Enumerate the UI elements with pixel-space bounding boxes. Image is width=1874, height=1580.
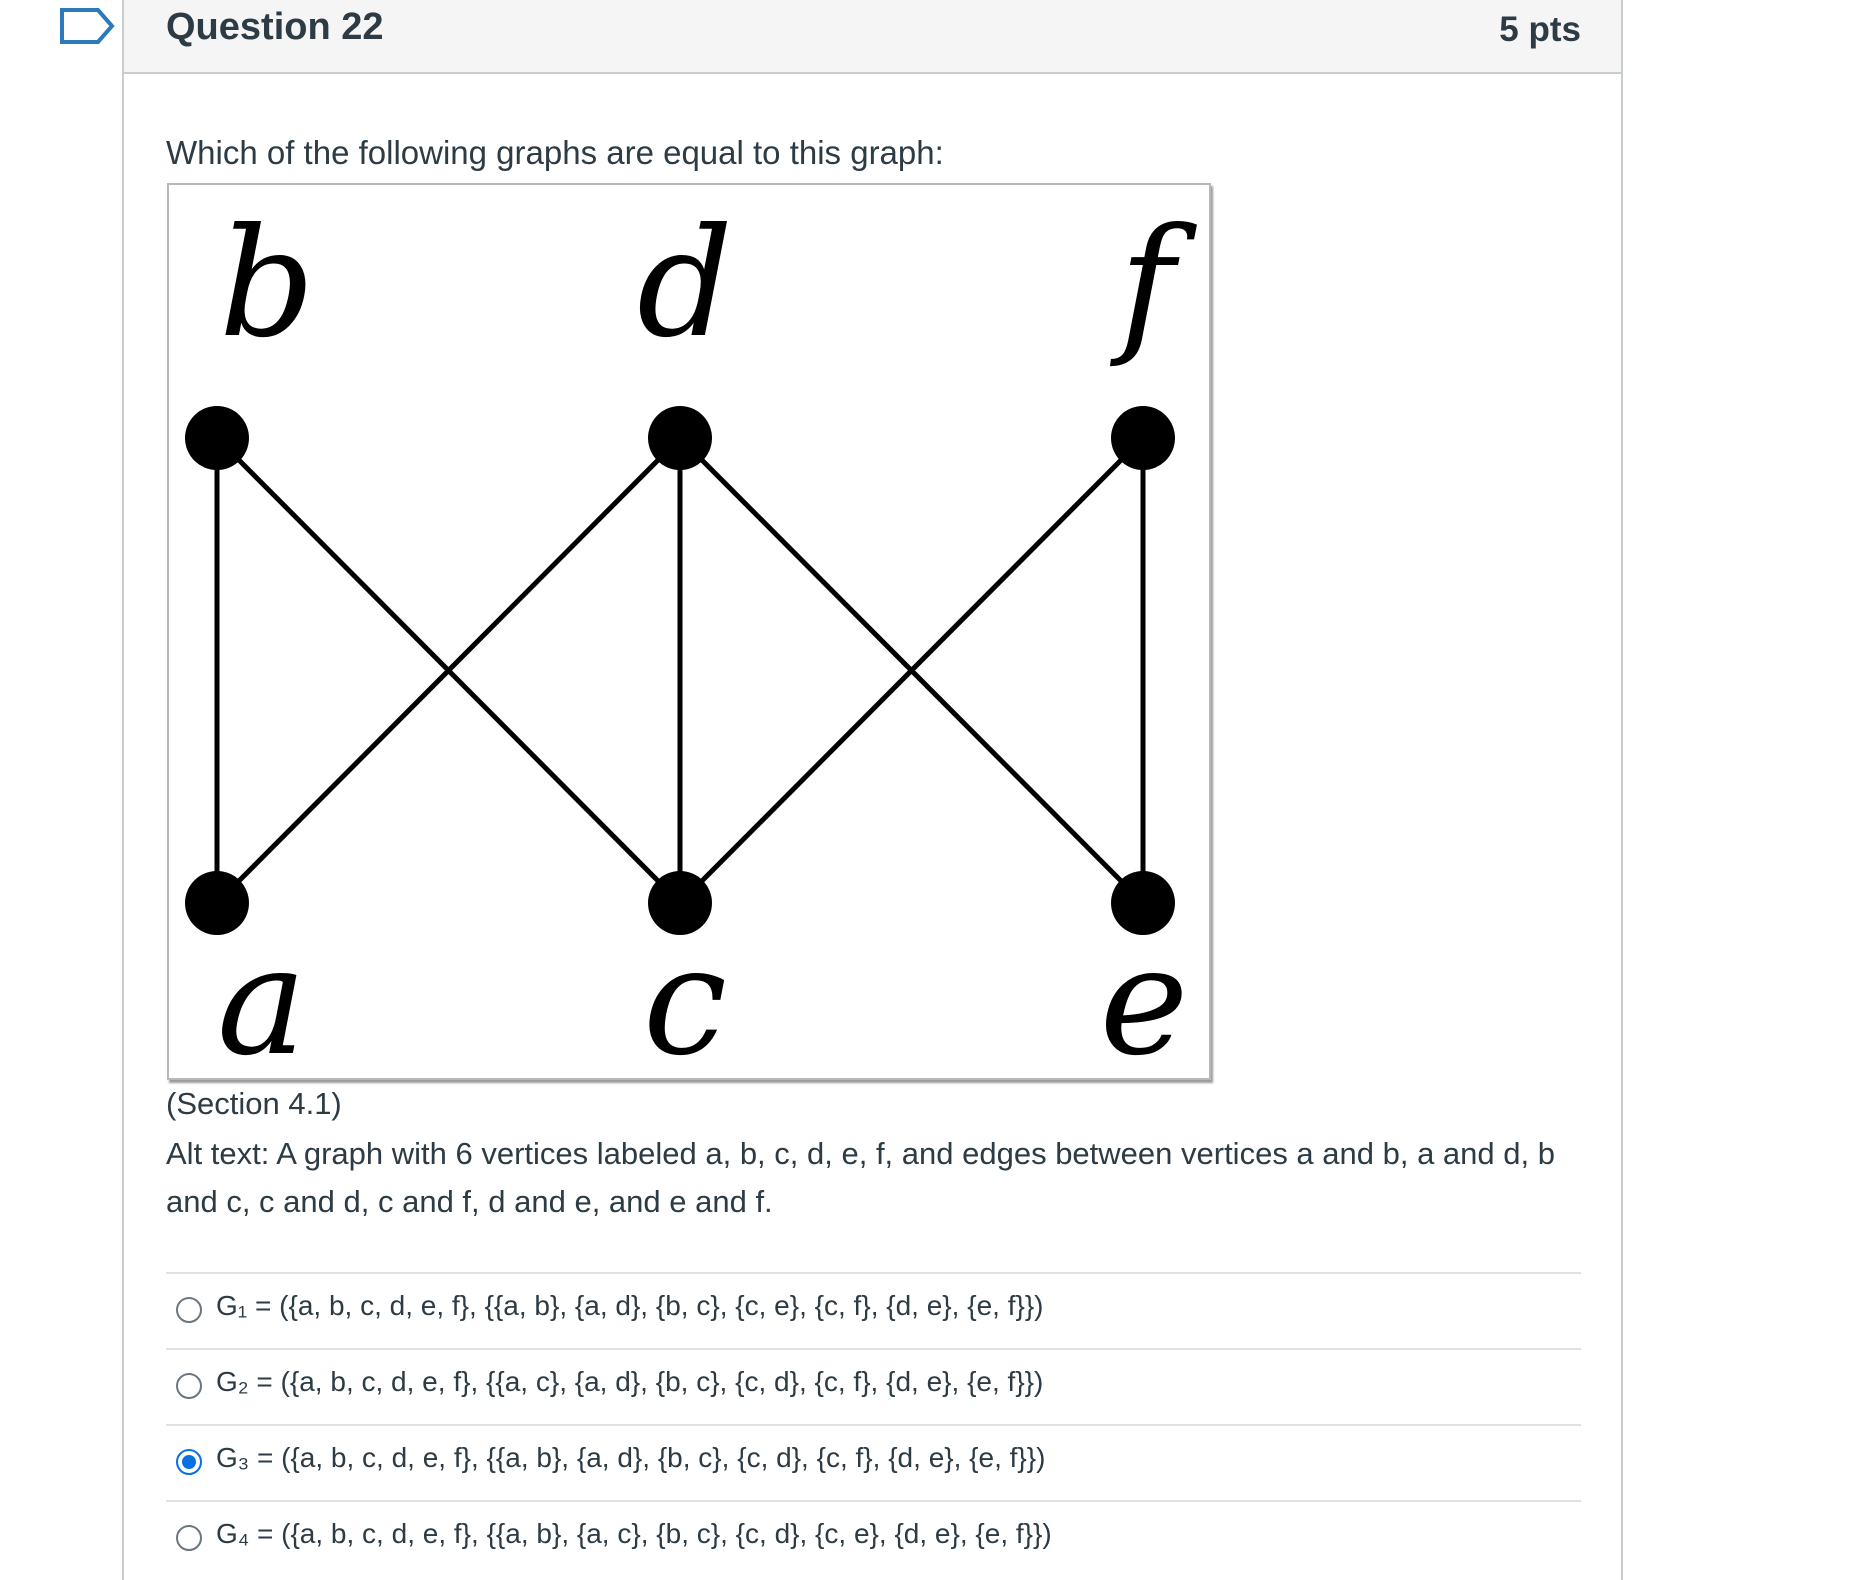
answer-label[interactable]: G₄ = ({a, b, c, d, e, f}, {{a, b}, {a, c}, {b, c}, {c, d}, {c, e}, {d, e}, {e, f}}) [216, 1518, 1052, 1549]
graph-label-f: f [1119, 197, 1175, 371]
radio-button[interactable] [176, 1525, 202, 1551]
graph-label-b: b [219, 197, 316, 371]
answer-label[interactable]: G₃ = ({a, b, c, d, e, f}, {{a, b}, {a, d}, {b, c}, {c, d}, {c, f}, {d, e}, {e, f}}) [216, 1442, 1046, 1473]
question-prompt: Which of the following graphs are equal to this graph: [166, 134, 944, 171]
graph-label-a: a [217, 915, 307, 1078]
answer-option-4[interactable] [166, 1500, 1581, 1576]
radio-button[interactable] [176, 1297, 202, 1323]
section-reference: (Section 4.1) [166, 1086, 342, 1121]
graph-vertex-b [185, 406, 249, 470]
radio-button[interactable] [176, 1449, 202, 1475]
question-points: 5 pts [1499, 10, 1581, 49]
question-card [122, 0, 1623, 1580]
alt-text: Alt text: A graph with 6 vertices labeled a, b, c, d, e, f, and edges between vertices a and b, a and d, b and c, c and d, c and f, d and e, and e and f. [166, 1136, 1555, 1219]
graph-image [167, 183, 1211, 1080]
answer-option-2[interactable] [166, 1348, 1581, 1424]
answer-label[interactable]: G₁ = ({a, b, c, d, e, f}, {{a, b}, {a, d}, {b, c}, {c, e}, {c, f}, {d, e}, {e, f}}) [216, 1290, 1044, 1321]
answer-option-1[interactable] [166, 1272, 1581, 1348]
bookmark-flag-icon[interactable] [58, 6, 116, 46]
answer-option-3[interactable] [166, 1424, 1581, 1500]
graph-label-c: c [642, 915, 728, 1078]
answer-list [166, 1272, 1581, 1576]
answer-label[interactable]: G₂ = ({a, b, c, d, e, f}, {{a, c}, {a, d}, {b, c}, {c, d}, {c, f}, {d, e}, {e, f}}) [216, 1366, 1044, 1397]
question-title: Question 22 [166, 6, 384, 48]
question-header [124, 0, 1621, 74]
graph-vertex-d [648, 406, 712, 470]
radio-button[interactable] [176, 1373, 202, 1399]
graph-label-e: e [1099, 915, 1189, 1078]
graph-label-d: d [636, 197, 734, 371]
graph-vertex-f [1111, 406, 1175, 470]
graph-diagram [169, 185, 1209, 1078]
